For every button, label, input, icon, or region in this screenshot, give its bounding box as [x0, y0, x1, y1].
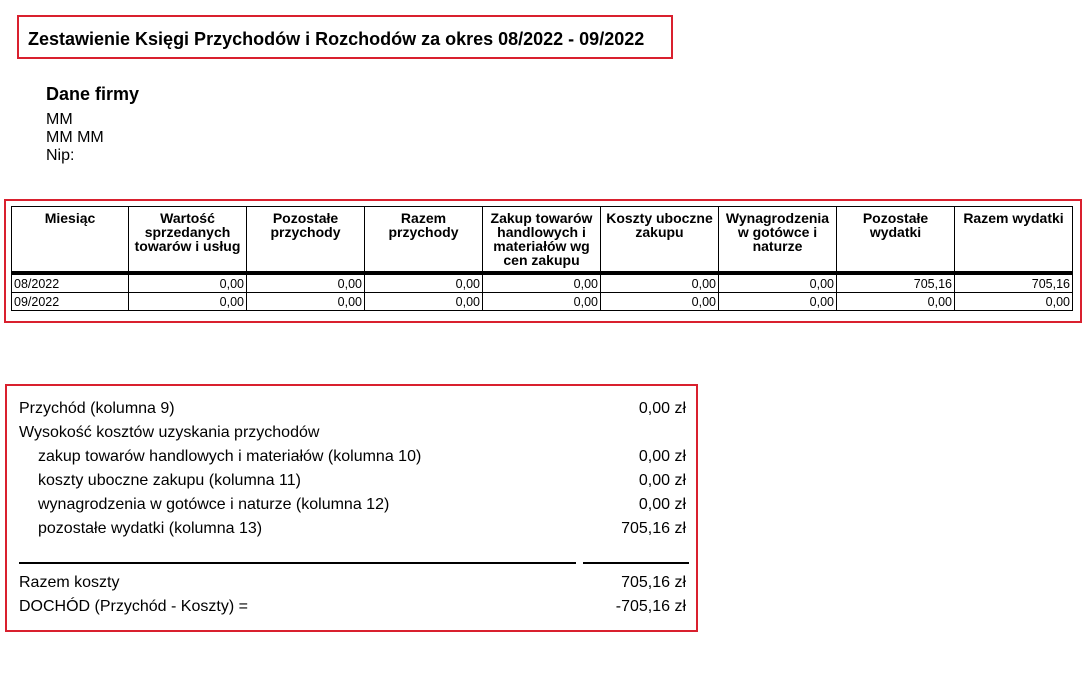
side-costs-value: 0,00 zł	[638, 472, 686, 489]
cell-sales: 0,00	[129, 293, 247, 311]
cell-other-income: 0,00	[247, 293, 365, 311]
header-total-expenses: Razem wydatki	[955, 207, 1073, 274]
cell-other-expenses: 705,16	[837, 273, 955, 293]
company-owner: MM MM	[46, 129, 104, 146]
cell-side-costs: 0,00	[601, 273, 719, 293]
wages-label: wynagrodzenia w gotówce i naturze (kolumna 12)	[38, 496, 390, 513]
cell-total-expenses: 705,16	[955, 273, 1073, 293]
cell-goods-purchase: 0,00	[483, 293, 601, 311]
header-month: Miesiąc	[12, 207, 129, 274]
table-row	[12, 293, 1073, 311]
net-income-value: -705,16 zł	[615, 598, 686, 615]
label-separator	[19, 562, 576, 564]
cell-sales: 0,00	[129, 273, 247, 293]
total-costs-value: 705,16 zł	[621, 574, 686, 591]
summary-highlight-box	[5, 384, 698, 632]
table-header-row	[12, 207, 1073, 274]
table-row	[12, 273, 1073, 293]
header-side-costs: Koszty uboczne zakupu	[601, 207, 719, 274]
company-nip: Nip:	[46, 147, 75, 164]
cell-side-costs: 0,00	[601, 293, 719, 311]
other-expenses-label: pozostałe wydatki (kolumna 13)	[38, 520, 263, 537]
table-highlight-box	[4, 199, 1082, 323]
cell-month: 08/2022	[12, 273, 129, 293]
goods-purchase-label: zakup towarów handlowych i materiałów (kolumna 10)	[38, 448, 422, 465]
cell-wages: 0,00	[719, 273, 837, 293]
cell-total-expenses: 0,00	[955, 293, 1073, 311]
wages-value: 0,00 zł	[638, 496, 686, 513]
header-total-income: Razem przychody	[365, 207, 483, 274]
total-costs-label: Razem koszty	[19, 574, 120, 591]
goods-purchase-value: 0,00 zł	[638, 448, 686, 465]
other-expenses-value: 705,16 zł	[621, 520, 686, 537]
header-sales: Wartość sprzedanych towarów i usług	[129, 207, 247, 274]
side-costs-label: koszty uboczne zakupu (kolumna 11)	[38, 472, 301, 489]
income-value: 0,00 zł	[638, 400, 686, 417]
header-wages: Wynagrodzenia w gotówce i naturze	[719, 207, 837, 274]
header-other-income: Pozostałe przychody	[247, 207, 365, 274]
cell-other-income: 0,00	[247, 273, 365, 293]
costs-heading: Wysokość kosztów uzyskania przychodów	[19, 424, 320, 441]
company-heading: Dane firmy	[46, 84, 140, 104]
cell-wages: 0,00	[719, 293, 837, 311]
cell-other-expenses: 0,00	[837, 293, 955, 311]
income-label: Przychód (kolumna 9)	[19, 400, 175, 417]
company-name: MM	[46, 111, 73, 128]
cell-total-income: 0,00	[365, 293, 483, 311]
value-separator	[583, 562, 689, 564]
title-highlight-box	[17, 15, 673, 59]
header-other-expenses: Pozostałe wydatki	[837, 207, 955, 274]
header-goods-purchase: Zakup towarów handlowych i materiałów wg cen zakupu	[483, 207, 601, 274]
cell-total-income: 0,00	[365, 273, 483, 293]
report-title: Zestawienie Księgi Przychodów i Rozchodów za okres 08/2022 - 09/2022	[28, 29, 645, 49]
cell-month: 09/2022	[12, 293, 129, 311]
monthly-summary-table	[11, 206, 1073, 311]
company-info	[46, 84, 139, 165]
net-income-label: DOCHÓD (Przychód - Koszty) =	[19, 598, 248, 615]
cell-goods-purchase: 0,00	[483, 273, 601, 293]
